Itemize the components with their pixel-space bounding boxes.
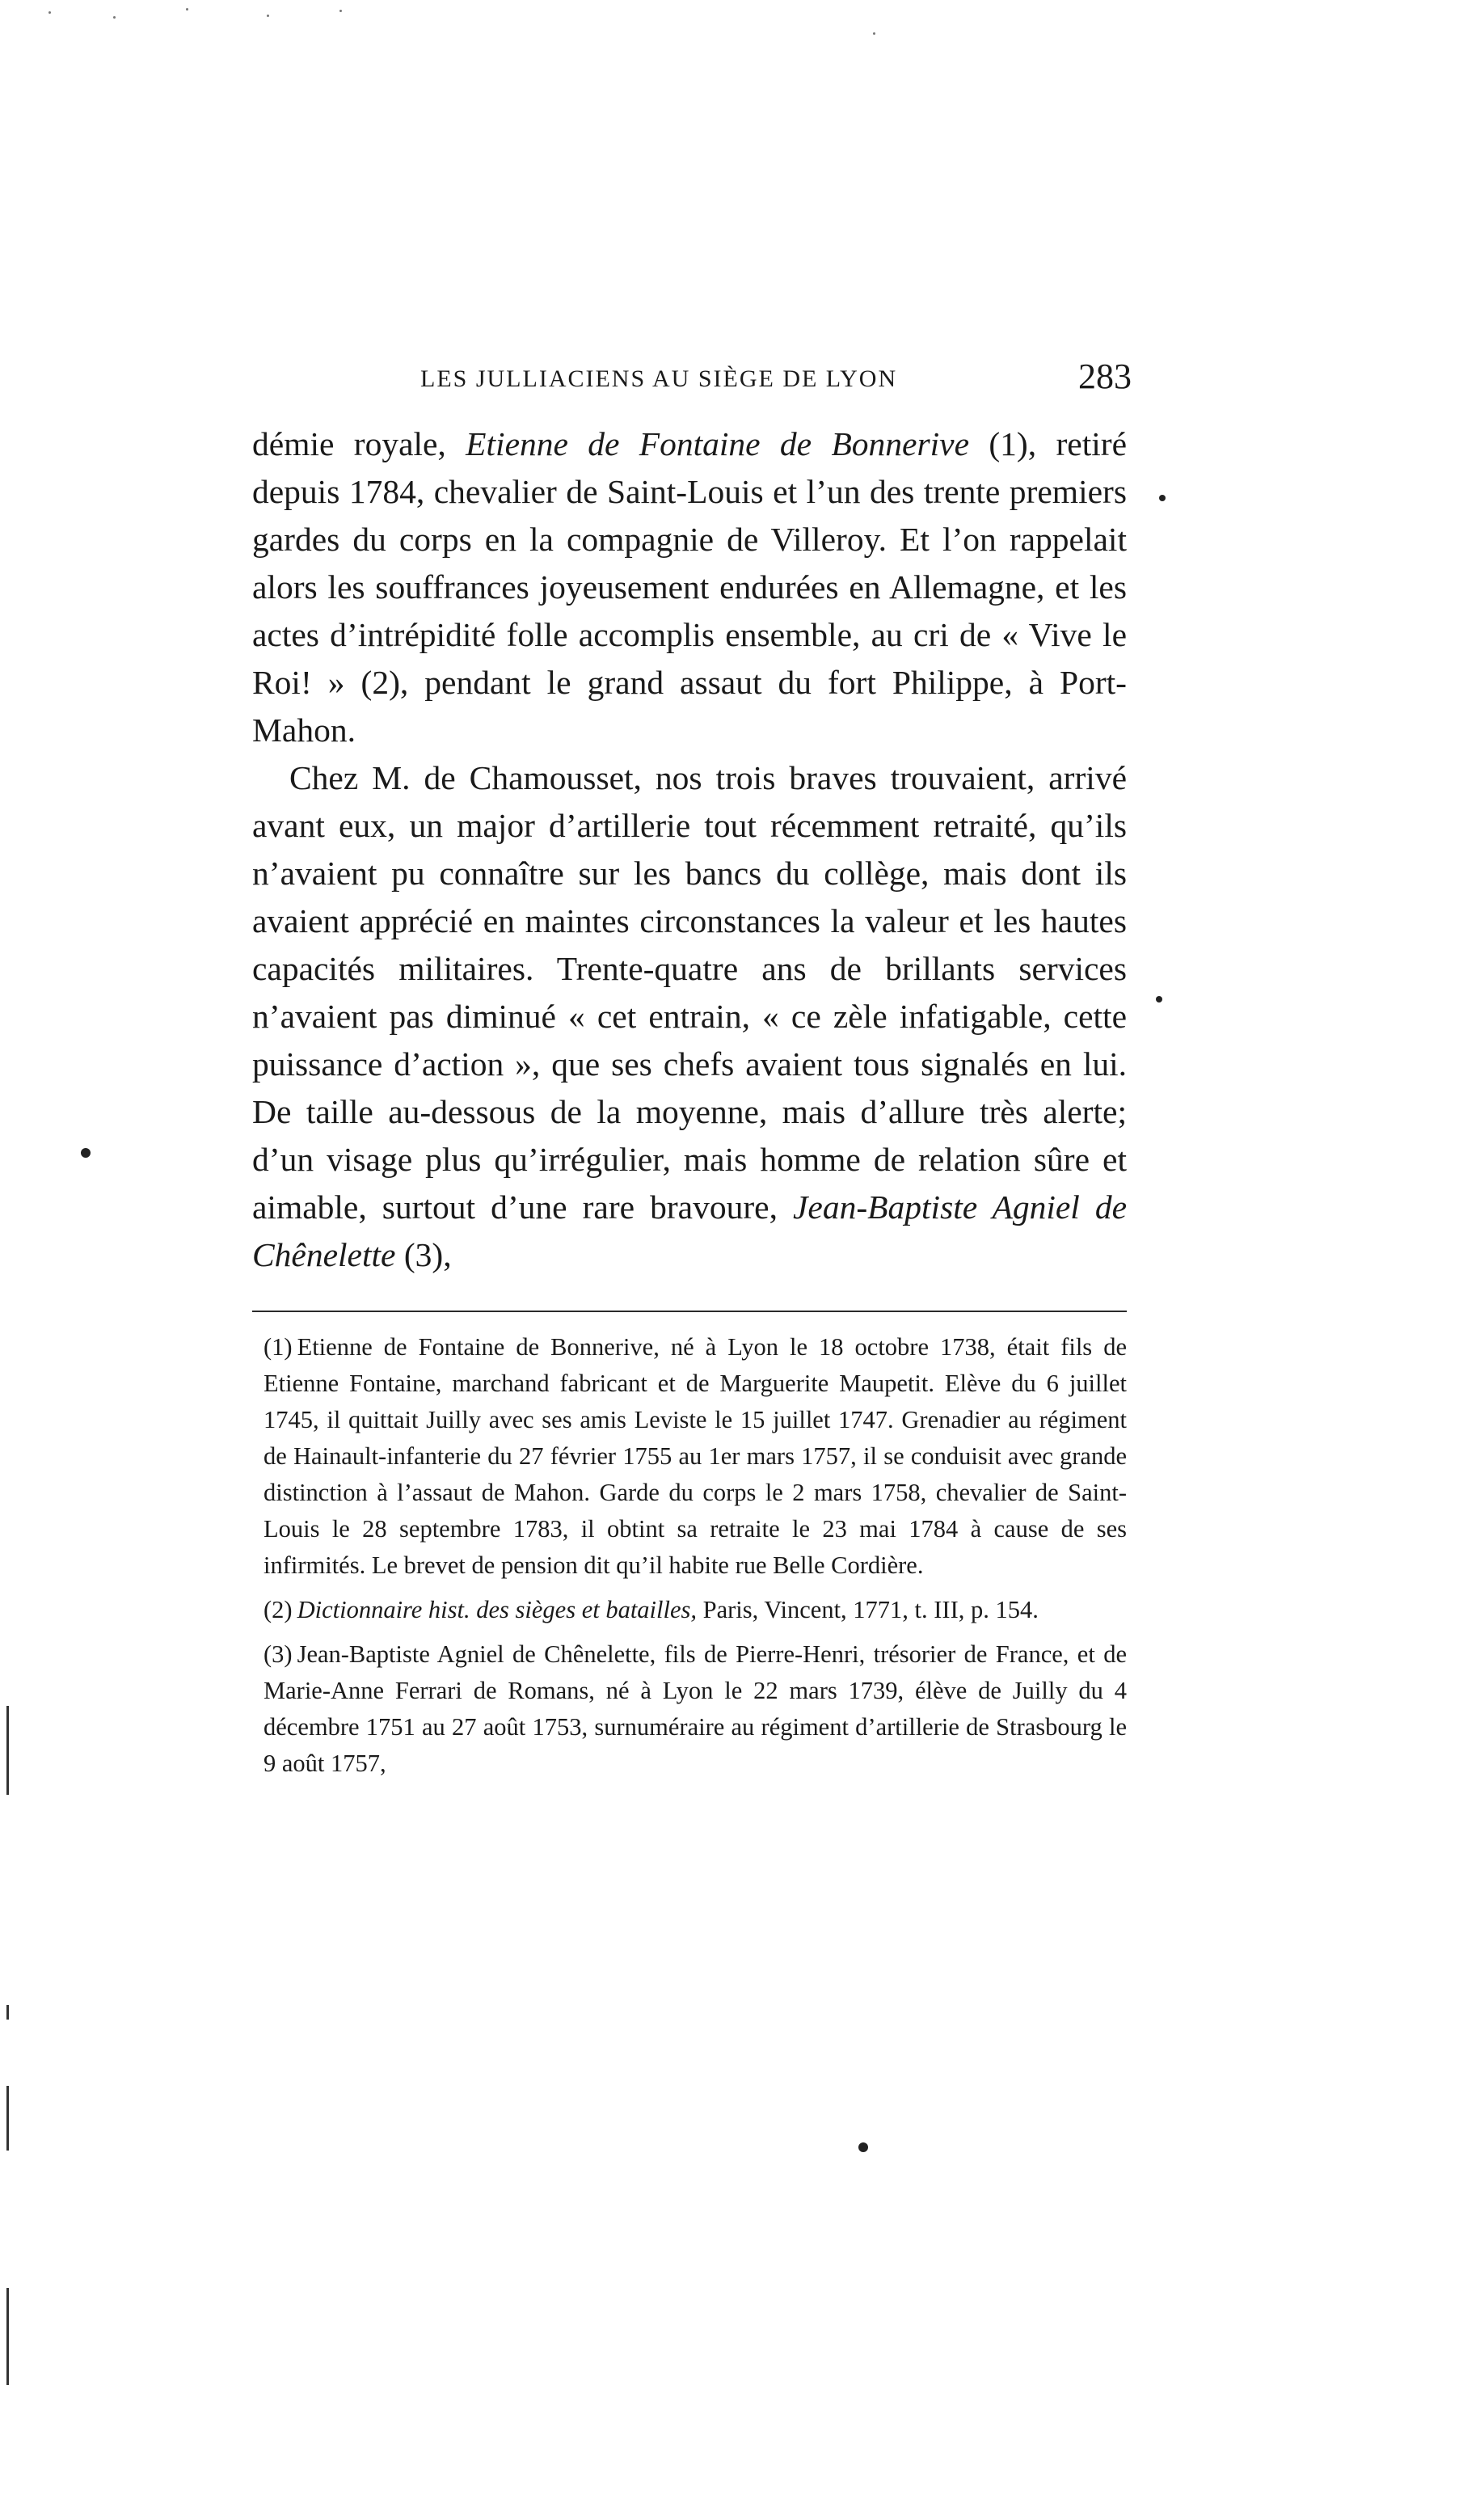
footnotes [264,1329,1127,1790]
scan-speck [873,32,875,35]
paragraph-1-text-b: (1), retiré depuis 1784, chevalier de Saint-Louis et l’un des trente premiers gardes du corps en la compagnie de Villeroy. Et l’on rappelait alors les souffrances joyeusement endurées en Allemagne, et les actes d’intrépidité folle accomplis ensemble, au cri de « Vive le Roi! » (2), pendant le grand assaut du fort Philippe, à Port-Mahon. [252,425,1127,749]
footnote-1 [264,1329,1127,1584]
footnote-3-number: (3) [264,1640,293,1668]
paragraph-1-text-a: démie royale, [252,425,466,462]
running-head: LES JULLIACIENS AU SIÈGE DE LYON [420,365,898,392]
paragraph-1-italic-name: Etienne de Fontaine de Bonnerive [466,425,969,462]
footnote-1-number: (1) [264,1333,293,1361]
footnote-2-number: (2) [264,1596,293,1623]
scan-speck [48,11,51,14]
scan-speck [186,8,188,11]
scan-speck [339,10,342,12]
paragraph-1 [252,420,1127,754]
page-number: 283 [1078,357,1132,396]
edge-mark [6,1706,9,1795]
edge-mark [6,2005,9,2020]
scan-speck [267,15,269,17]
margin-bullet [81,1148,91,1158]
footnote-2 [264,1592,1127,1628]
margin-dot [1159,495,1166,501]
scan-speck [113,16,116,19]
footnote-2-title: Dictionnaire hist. des sièges et batailles, [297,1596,698,1623]
page-bullet [858,2142,868,2152]
paragraph-2-italic-name: Jean-Baptiste Agniel de Chênelette [252,1188,1128,1273]
paragraph-2-text-a: Chez M. de Chamousset, nos trois braves trouvaient, arrivé avant eux, un major d’artillerie tout récemment retraité, qu’ils n’avaient pu connaître sur les bancs du collège, mais dont ils avaient apprécié en maintes circonstances la valeur et les hautes capacités militaires. Trente-quatre ans de brillants services n’avaient pas diminué « cet entrain, « ce zèle infatigable, cette puissance d’action », que ses chefs avaient tous signalés en lui. De taille au-dessous de la moyenne, mais d’allure très alerte; d’un visage plus qu’irrégulier, mais homme de relation sûre et aimable, surtout d’une rare bravoure, [252,759,1127,1226]
margin-dot [1156,996,1162,1003]
footnote-2-text: Paris, Vincent, 1771, t. III, p. 154. [697,1596,1039,1623]
edge-mark [6,2086,9,2151]
footnote-3-text: Jean-Baptiste Agniel de Chênelette, fils de Pierre-Henri, trésorier de France, et de Marie-Anne Ferrari de Romans, né à Lyon le 22 mars 1739, élève de Juilly du 4 décembre 1751 au 27 août 1753, surnuméraire au régiment d’artillerie de Strasbourg le 9 août 1757, [264,1640,1127,1777]
edge-mark [6,2288,9,2385]
paragraph-2 [252,754,1127,1279]
footnote-3 [264,1636,1127,1782]
paragraph-2-text-b: (3), [395,1236,452,1273]
footnote-1-text: Etienne de Fontaine de Bonnerive, né à Lyon le 18 octobre 1738, était fils de Etienne Fontaine, marchand fabricant et de Marguerite Maupetit. Elève du 6 juillet 1745, il quittait Juilly avec ses amis Leviste le 15 juillet 1747. Grenadier au régiment de Hainault-infanterie du 27 février 1755 au 1er mars 1757, il se conduisit avec grande distinction à l’assaut de Mahon. Garde du corps le 2 mars 1758, chevalier de Saint-Louis le 28 septembre 1783, il obtint sa retraite le 23 mai 1784 à cause de ses infirmités. Le brevet de pension dit qu’il habite rue Belle Cordière. [264,1333,1127,1579]
main-text [252,420,1127,1279]
footnote-divider [252,1311,1127,1312]
page-header [251,356,1132,412]
